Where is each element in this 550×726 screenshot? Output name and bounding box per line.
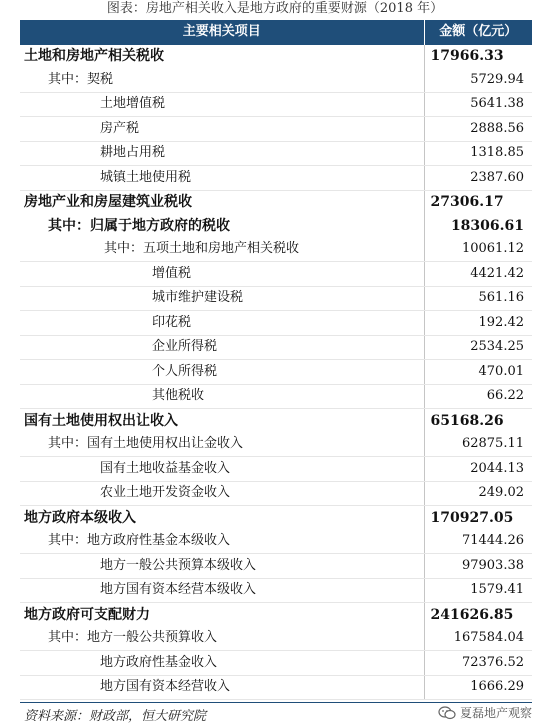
row-amount: 167584.04 [424, 627, 532, 651]
row-amount: 97903.38 [424, 554, 532, 579]
row-label: 地方政府本级收入 [20, 506, 424, 530]
source-note: 资料来源：财政部，恒大研究院 [24, 709, 207, 724]
row-amount: 2387.60 [424, 166, 532, 191]
table-row [20, 44, 532, 68]
wechat-icon [438, 706, 456, 720]
table-row [20, 409, 532, 433]
row-amount: 1318.85 [424, 141, 532, 166]
table-row [20, 675, 532, 700]
row-label: 国有土地使用权出让收入 [20, 409, 424, 433]
table-row [20, 554, 532, 579]
row-amount: 1666.29 [424, 675, 532, 700]
header-item: 主要相关项目 [20, 20, 424, 44]
row-label: 房产税 [20, 117, 424, 142]
row-label: 城镇土地使用税 [20, 166, 424, 191]
table-row [20, 190, 532, 214]
row-amount: 241626.85 [424, 603, 532, 627]
bottom-rule [20, 702, 532, 703]
table-row [20, 627, 532, 651]
row-amount: 192.42 [424, 311, 532, 336]
row-amount: 249.02 [424, 481, 532, 506]
row-label: 土地增值税 [20, 92, 424, 117]
table-row [20, 651, 532, 676]
table-row [20, 311, 532, 336]
table-row [20, 530, 532, 554]
row-amount: 1579.41 [424, 578, 532, 603]
row-label: 其中：契税 [20, 68, 424, 92]
row-label: 房地产业和房屋建筑业税收 [20, 190, 424, 214]
row-label: 耕地占用税 [20, 141, 424, 166]
row-label: 农业土地开发资金收入 [20, 481, 424, 506]
row-label: 地方国有资本经营收入 [20, 675, 424, 700]
row-label: 土地和房地产相关税收 [20, 44, 424, 68]
row-label: 其中：地方一般公共预算收入 [20, 627, 424, 651]
row-label: 印花税 [20, 311, 424, 336]
row-amount: 71444.26 [424, 530, 532, 554]
row-label: 地方一般公共预算本级收入 [20, 554, 424, 579]
row-amount: 10061.12 [424, 238, 532, 262]
row-label: 其中：国有土地使用权出让金收入 [20, 433, 424, 457]
table-row [20, 603, 532, 627]
figure-title: 图表：房地产相关收入是地方政府的重要财源（2018 年） [106, 1, 444, 16]
row-amount: 2534.25 [424, 335, 532, 360]
table-row [20, 506, 532, 530]
row-amount: 5641.38 [424, 92, 532, 117]
table-header-row [20, 20, 532, 44]
row-label: 城市维护建设税 [20, 286, 424, 311]
table-row [20, 360, 532, 385]
row-amount: 2044.13 [424, 457, 532, 482]
table-row [20, 214, 532, 238]
row-label: 企业所得税 [20, 335, 424, 360]
row-amount: 561.16 [424, 286, 532, 311]
row-label: 其他税收 [20, 384, 424, 409]
table-row [20, 384, 532, 409]
watermark-text: 夏磊地产观察 [459, 706, 532, 720]
table-row [20, 335, 532, 360]
table-row [20, 286, 532, 311]
row-amount: 2888.56 [424, 117, 532, 142]
row-label: 其中：地方政府性基金本级收入 [20, 530, 424, 554]
row-amount: 66.22 [424, 384, 532, 409]
table-row [20, 457, 532, 482]
row-label: 个人所得税 [20, 360, 424, 385]
row-label: 地方政府性基金收入 [20, 651, 424, 676]
table-row [20, 68, 532, 92]
table-row [20, 578, 532, 603]
table-row [20, 262, 532, 287]
table-row [20, 238, 532, 262]
watermark [438, 704, 532, 721]
row-amount: 170927.05 [424, 506, 532, 530]
row-amount: 470.01 [424, 360, 532, 385]
row-amount: 18306.61 [424, 214, 532, 238]
table-row [20, 141, 532, 166]
row-amount: 65168.26 [424, 409, 532, 433]
row-amount: 4421.42 [424, 262, 532, 287]
row-amount: 5729.94 [424, 68, 532, 92]
revenue-table [20, 20, 532, 700]
row-label: 增值税 [20, 262, 424, 287]
table-row [20, 166, 532, 191]
header-amount: 金额（亿元） [424, 20, 532, 44]
row-label: 地方政府可支配财力 [20, 603, 424, 627]
row-label: 其中：归属于地方政府的税收 [48, 217, 230, 234]
table-row [20, 481, 532, 506]
row-label: 其中：五项土地和房地产相关税收 [20, 238, 424, 262]
row-amount: 72376.52 [424, 651, 532, 676]
row-amount: 17966.33 [424, 44, 532, 68]
table-row [20, 92, 532, 117]
table-row [20, 117, 532, 142]
row-label: 国有土地收益基金收入 [20, 457, 424, 482]
row-label: 地方国有资本经营本级收入 [20, 578, 424, 603]
row-amount: 27306.17 [424, 190, 532, 214]
table-row [20, 433, 532, 457]
row-amount: 62875.11 [424, 433, 532, 457]
table-body [20, 44, 532, 700]
